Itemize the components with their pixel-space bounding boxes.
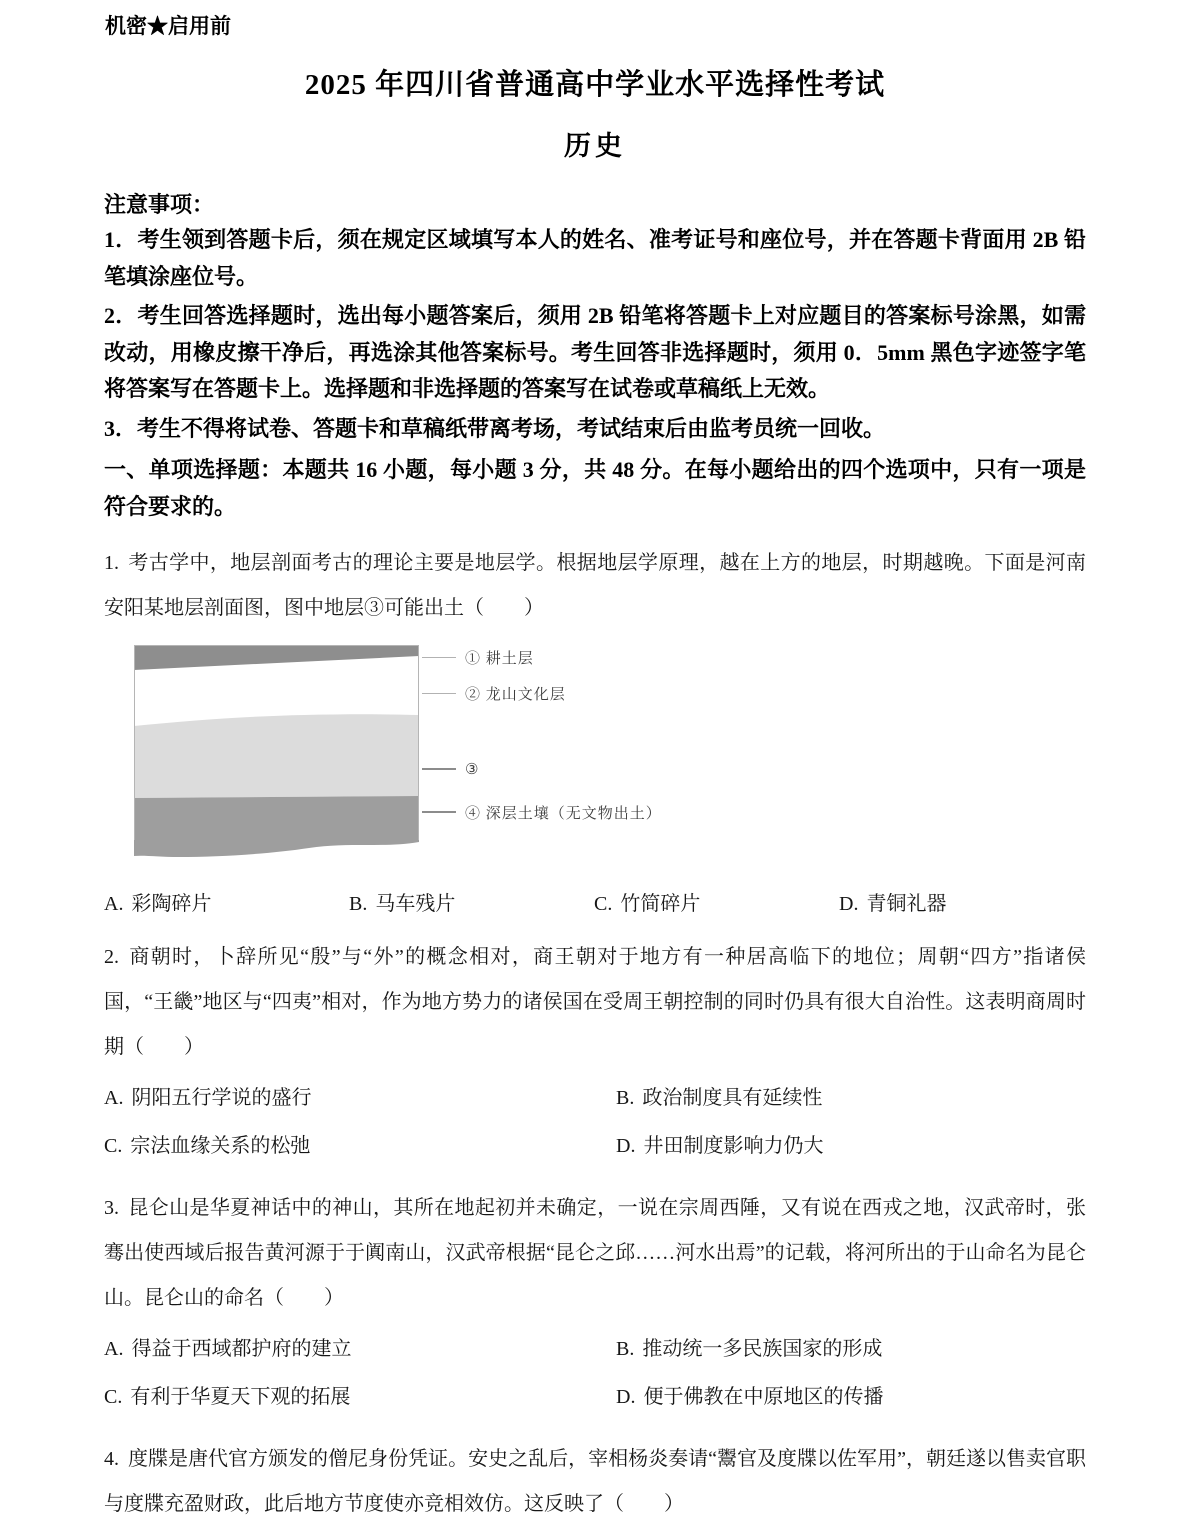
strata-label-4: ④ 深层土壤（无文物出土） bbox=[465, 805, 662, 822]
section-heading: 一、单项选择题：本题共 16 小题，每小题 3 分，共 48 分。在每小题给出的四个选项中，只有一项是符合要求的。 bbox=[104, 457, 1086, 519]
question-1-option-a: A. 彩陶碎片 bbox=[104, 893, 212, 915]
question-3-option-a: A. 得益于西域都护府的建立 bbox=[104, 1338, 352, 1360]
question-3-option-d: D. 便于佛教在中原地区的传播 bbox=[616, 1386, 884, 1408]
question-1-number: 1. bbox=[104, 552, 119, 574]
layer-3-band bbox=[134, 714, 419, 798]
question-1-stem bbox=[104, 541, 1086, 631]
confidential-label: 机密★启用前 bbox=[105, 14, 231, 38]
question-3 bbox=[104, 1186, 1086, 1421]
notice-item-2: 2．考生回答选择题时，选出每小题答案后，须用 2B 铅笔将答题卡上对应题目的答案标号涂黑，如需改动，用橡皮擦干净后，再选涂其他答案标号。考生回答非选择题时，须用 0．5mm 黑色字迹签字笔将答案写在答题卡上。选择题和非选择题的答案写在试卷或草稿纸上无效。 bbox=[104, 303, 1086, 401]
question-1-text: 考古学中，地层剖面考古的理论主要是地层学。根据地层学原理，越在上方的地层，时期越晚。下面是河南安阳某地层剖面图，图中地层③可能出土（ ） bbox=[104, 552, 1086, 619]
subject-title: 历史 bbox=[564, 131, 626, 161]
question-1-option-c: C. 竹简碎片 bbox=[594, 893, 701, 915]
question-3-text: 昆仑山是华夏神话中的神山，其所在地起初并未确定，一说在宗周西陲，又有说在西戎之地，汉武帝时，张骞出使西域后报告黄河源于于阗南山，汉武帝根据“昆仑之邱……河水出焉”的记载，将河所出的于山命名为昆仑山。昆仑山的命名（ ） bbox=[104, 1197, 1086, 1309]
question-2-number: 2. bbox=[104, 946, 119, 968]
question-2-option-c: C. 宗法血缘关系的松弛 bbox=[104, 1135, 311, 1157]
layer-4-band bbox=[134, 796, 419, 857]
strata-callout-4 bbox=[422, 803, 662, 821]
strata-callout-3 bbox=[422, 760, 479, 778]
notice-item-3: 3．考生不得将试卷、答题卡和草稿纸带离考场，考试结束后由监考员统一回收。 bbox=[104, 415, 886, 441]
strata-label-3: ③ bbox=[465, 761, 480, 778]
callout-line-3 bbox=[422, 768, 456, 770]
strata-label-2: ② 龙山文化层 bbox=[465, 686, 566, 703]
question-4-stem bbox=[104, 1437, 1086, 1527]
question-2-option-b: B. 政治制度具有延续性 bbox=[616, 1087, 823, 1109]
notice-item-1: 1．考生领到答题卡后，须在规定区域填写本人的姓名、准考证号和座位号，并在答题卡背面用 2B 铅笔填涂座位号。 bbox=[104, 227, 1086, 289]
question-1-option-d: D. 青铜礼器 bbox=[839, 893, 947, 915]
callout-line-4 bbox=[422, 811, 456, 813]
strata-label-1: ① 耕土层 bbox=[465, 650, 534, 667]
question-4-number: 4. bbox=[104, 1448, 119, 1470]
question-2-option-d: D. 井田制度影响力仍大 bbox=[616, 1135, 824, 1157]
question-3-option-c: C. 有利于华夏天下观的拓展 bbox=[104, 1386, 351, 1408]
question-1-option-b: B. 马车残片 bbox=[349, 893, 456, 915]
question-4 bbox=[104, 1437, 1086, 1527]
question-3-number: 3. bbox=[104, 1197, 119, 1219]
callout-line-2 bbox=[422, 693, 456, 694]
strata-callout-2 bbox=[422, 684, 566, 702]
callout-line-1 bbox=[422, 657, 456, 658]
question-3-option-b: B. 推动统一多民族国家的形成 bbox=[616, 1338, 883, 1360]
strata-callout-1 bbox=[422, 648, 534, 666]
content-area bbox=[104, 188, 1086, 1527]
notice-heading: 注意事项： bbox=[104, 192, 215, 217]
soil-layers-image bbox=[134, 645, 419, 863]
question-2 bbox=[104, 935, 1086, 1170]
page-title: 2025 年四川省普通高中学业水平选择性考试 bbox=[304, 69, 886, 101]
question-1-options bbox=[104, 889, 1086, 919]
question-1 bbox=[104, 541, 1086, 919]
question-2-option-a: A. 阴阳五行学说的盛行 bbox=[104, 1087, 312, 1109]
stratigraphy-diagram bbox=[104, 639, 1086, 873]
question-3-stem bbox=[104, 1186, 1086, 1321]
question-2-text: 商朝时，卜辞所见“殷”与“外”的概念相对，商王朝对于地方有一种居高临下的地位；周朝“四方”指诸侯国，“王畿”地区与“四夷”相对，作为地方势力的诸侯国在受周王朝控制的同时仍具有很大自治性。这表明商周时期（ ） bbox=[104, 946, 1086, 1058]
question-3-options bbox=[104, 1325, 1086, 1421]
question-2-stem bbox=[104, 935, 1086, 1070]
question-4-text: 度牒是唐代官方颁发的僧尼身份凭证。安史之乱后，宰相杨炎奏请“鬻官及度牒以佐军用”，朝廷遂以售卖官职与度牒充盈财政，此后地方节度使亦竞相效仿。这反映了（ ） bbox=[104, 1448, 1086, 1515]
question-2-options bbox=[104, 1074, 1086, 1170]
